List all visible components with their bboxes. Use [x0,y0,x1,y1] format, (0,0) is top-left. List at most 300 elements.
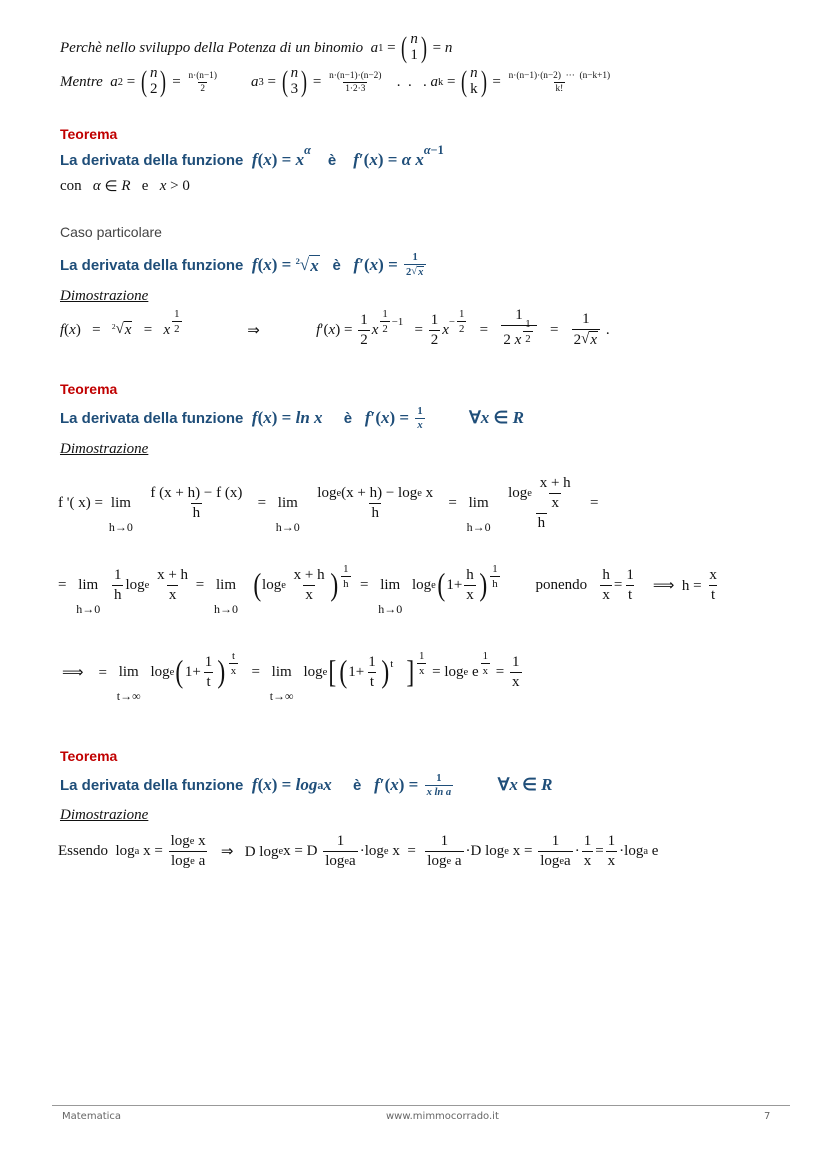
math-text: ⇒ D log [209,843,279,860]
fraction [425,773,454,798]
superscript [170,308,183,335]
subscript: e [431,579,436,591]
math-text: log [125,576,145,593]
denominator [510,672,522,691]
fraction [155,567,190,604]
fraction [366,654,378,691]
math-text: 1 [582,311,590,327]
numerator [315,485,435,503]
math-text: x + h [293,566,325,583]
math-text: ( [257,150,264,169]
math-text: t [390,657,394,670]
subscript: e [278,845,284,857]
math-text: ′( [370,408,381,427]
math-text: 1 [174,308,180,321]
numerator [624,567,636,585]
left-paren-icon: ( [461,65,468,98]
root-expression [112,321,133,339]
denominator [457,321,466,335]
math-text: 1 [583,832,592,849]
proof-label: Dimostrazione [60,806,149,823]
math-text: ⟹ h = [637,577,706,594]
proof-equation [58,832,659,869]
fraction [323,833,358,870]
math-variable: x [514,331,522,348]
math-text: 1 [360,311,368,328]
binomial-coefficient [139,66,169,98]
numerator [155,567,190,585]
proof-equation [60,306,610,348]
math-text: x [482,665,489,678]
fraction [510,654,522,691]
heading-text: La derivata della funzione [60,151,244,169]
math-text: log [508,484,528,501]
math-text: = [309,73,326,90]
math-variable: x [369,255,379,274]
math-text: x = [388,842,424,859]
numerator [507,71,613,82]
denominator [549,493,561,512]
subscript: e [336,487,342,499]
math-text [139,495,147,512]
math-text [323,408,344,428]
footer-website[interactable]: www.mimmocorrado.it [386,1111,499,1122]
math-text [393,664,404,681]
math-text: = [403,321,427,338]
math-text: ponendo [501,576,599,593]
math-variable: x [263,408,272,427]
math-text: 1 [368,653,376,670]
math-text: n·(n−1)·(n−2) ··· (n−k+1) [508,70,611,81]
math-text: x [305,586,313,603]
math-text [243,150,252,170]
binomial-bottom: 1 [410,47,418,63]
math-variable: x [369,150,378,169]
subscript: e [322,666,328,678]
math-text: e [648,842,659,859]
math-text: n·(n−1) [188,70,217,81]
math-text: log [427,852,447,869]
math-text: 1 [430,311,439,328]
math-variable: Perchè nello sviluppo della Potenza di un binomio [60,39,371,56]
math-text: ∀ [426,408,481,427]
denominator [380,321,389,335]
proof-equation-3 [62,650,524,703]
math-text: ∀ [455,775,510,794]
math-text: x [194,832,206,849]
limit-operator: lim [380,576,401,593]
denominator [341,576,350,590]
heading-text: La derivata della funzione [60,409,244,427]
binomial-coefficient [399,32,429,64]
limit-operator: lim [118,663,139,680]
fraction [380,308,389,335]
subscript: e [383,845,389,857]
denominator [172,321,181,335]
math-text: 1 [204,653,213,670]
denominator [415,418,424,431]
math-text: ) = [271,408,296,427]
numerator [230,650,237,663]
heading-text: La derivata della funzione [60,776,244,794]
math-text: 2 [360,331,368,348]
denominator [490,576,499,590]
denominator [358,330,370,349]
superscript [449,308,469,335]
fraction [600,567,612,604]
math-variable: f [251,255,258,274]
fraction [425,833,463,870]
denominator [538,851,573,870]
denominator [191,503,203,522]
numerator [341,563,350,576]
superscript [339,563,352,590]
numerator [148,485,244,503]
limit-operator: lim [216,576,237,593]
math-text [532,485,536,502]
denominator [600,585,612,604]
math-variable: f [316,321,321,338]
denominator [554,82,566,94]
special-case-heading [60,253,428,277]
math-variable: R [512,408,524,427]
numerator [434,773,443,785]
math-text: log [317,484,337,501]
math-text [352,408,365,428]
limit-subscript: h→0 [378,601,403,616]
math-text: 1 [343,563,349,576]
numerator [335,833,347,851]
math-text [311,150,328,170]
limit-operator: lim [78,576,99,593]
fraction [464,567,476,604]
math-text: 2 [406,266,412,278]
large-delimiter: ] [405,654,414,690]
limit-subscript: h→0 [76,601,101,616]
subscript: a [643,845,649,857]
math-text: t [369,673,375,690]
subscript: e [144,579,150,591]
right-paren-icon: ) [420,31,427,64]
math-text: ) = [398,775,423,794]
math-text: 1 [525,318,531,331]
theorem-label: Teorema [60,381,118,397]
math-text: 1 [382,308,388,321]
math-text: · [574,842,580,859]
math-text: ′( [379,775,391,794]
numerator [580,311,592,329]
proof-equation-1 [58,474,599,534]
superscript [424,143,444,158]
numerator [606,833,618,851]
numerator [550,833,562,851]
subscript: e [527,487,532,499]
fraction [172,308,181,335]
math-text: n·(n−1)·(n−2) [329,70,382,81]
math-text: log [299,663,323,680]
denominator [112,585,124,604]
math-text: 1 [436,772,442,784]
denominator [709,585,717,604]
math-variable: a [430,73,438,90]
math-text: 1 [459,308,465,321]
root-index: 2 [295,255,300,266]
math-text: ) = [75,321,112,338]
binomial-top: n [470,65,478,82]
binomial-bottom: 3 [290,81,299,97]
math-text: k! [555,83,564,94]
radicand: x [418,267,424,278]
math-text: e [130,177,160,194]
math-text: x [168,586,177,603]
limit [72,576,104,616]
math-text: 2 [525,333,531,346]
math-text: a [194,852,206,869]
denominator [425,851,463,870]
radical-sign-icon: √ [299,254,310,274]
math-text: log [540,852,560,869]
denominator [464,585,476,604]
fraction [203,654,215,691]
math-text: ) = [271,150,296,169]
page-number: 7 [764,1111,771,1122]
subscript: e [463,666,469,678]
subscript: e [189,835,195,847]
math-text: = [192,576,209,593]
math-text: 1 [440,832,449,849]
denominator [501,318,536,354]
math-text: log [146,663,170,680]
math-text: con [60,177,93,194]
binomial-stack [409,32,419,64]
math-text: 1 [336,832,345,849]
math-text: 1 [492,563,498,576]
denominator [204,672,212,691]
math-text [221,74,251,91]
math-variable: f [353,255,360,274]
math-text: h [537,514,546,531]
math-text [320,255,333,275]
large-delimiter: ( [175,654,184,690]
math-text: ′( [320,321,329,338]
math-text: t [232,650,235,663]
denominator [626,585,634,604]
limit-subscript: t→∞ [116,688,141,703]
math-text: = [538,321,570,338]
math-text: . . . [385,73,431,90]
binomial-top: n [290,65,299,82]
fraction [457,308,466,335]
math-variable: a [250,73,259,90]
math-text: 1 [417,405,423,417]
math-text: = [468,321,500,338]
math-text: ′( [358,150,370,169]
math-text: 2 [503,331,515,348]
superscript [488,563,501,590]
math-variable: x [371,321,379,338]
fraction [429,312,441,349]
limit-subscript: h→0 [214,601,239,616]
large-delimiter: ) [329,567,338,603]
denominator [481,663,490,677]
numerator [506,475,577,513]
math-variable: x [263,775,272,794]
fraction [624,567,636,604]
denominator [404,264,426,278]
numerator [707,567,719,585]
math-text: = [246,494,270,511]
fraction [582,833,594,870]
fraction [490,563,499,590]
math-text: ( [257,408,264,427]
math-variable: f [374,775,380,794]
math-variable: x [390,775,399,794]
limit-subscript: h→0 [275,519,300,534]
math-text: 1 [419,650,425,663]
math-text: −1 [430,143,444,158]
subscript: e [169,666,175,678]
math-text: − [448,315,455,328]
subscript: e [504,845,509,857]
limit-operator: lim [271,663,292,680]
math-text: e [468,663,479,680]
math-variable: x [381,408,390,427]
math-text: h [343,578,349,591]
numerator [415,406,424,418]
binomial-stack [469,66,479,98]
math-text: = [240,663,264,680]
heading-text: è [343,409,353,427]
large-delimiter: ) [479,567,487,603]
math-text: 1 [515,306,523,323]
math-text: ·log [619,842,644,859]
math-text: h [602,566,610,583]
numerator [538,475,573,493]
fraction [112,567,124,604]
math-text: log [170,832,190,849]
math-text: = log [428,663,464,680]
math-text: ) = [271,775,296,794]
math-text: x [551,494,559,511]
theorem-label: Teorema [60,126,118,142]
fraction [404,252,426,278]
math-text: x [230,665,237,678]
root-expression [581,331,598,349]
math-text: 2 [573,331,582,348]
math-text: ) = [389,408,414,427]
fraction [315,485,435,522]
limit [105,494,137,534]
root-index: 2 [111,322,116,331]
denominator [417,663,426,677]
binomial-stack [290,66,300,98]
numerator [582,833,594,851]
denominator [582,851,594,870]
left-paren-icon: ( [401,31,408,64]
limit [210,576,242,616]
fraction [523,318,532,345]
fraction [572,311,600,349]
denominator [368,672,376,691]
denominator [523,331,532,345]
math-text: ( [64,321,70,338]
subscript: e [281,579,286,591]
binomial-bottom: 2 [149,81,158,97]
math-text [361,775,374,795]
right-paren-icon: ) [160,65,167,98]
math-text: ) = [271,255,296,274]
numerator [417,650,426,663]
fraction [506,475,577,532]
numerator [172,308,181,321]
denominator [167,585,179,604]
math-text: 1 [482,650,489,663]
theorem-heading [60,143,444,172]
math-variable: log [295,775,318,794]
fraction [292,567,327,604]
limit [113,663,145,703]
math-text: ∈ [100,178,122,195]
numerator [112,567,124,585]
radicand: x [124,322,132,338]
math-variable: f [251,775,258,794]
math-text: = [613,576,623,593]
numerator [490,563,499,576]
math-variable: x [323,775,332,794]
superscript [521,318,534,345]
math-text: 1·2·3 [345,83,366,94]
numerator [169,833,208,851]
math-variable: R [121,177,131,194]
math-text [243,255,252,275]
denominator [369,503,381,522]
math-text: a [349,852,356,869]
limit [463,494,495,534]
math-text: = [263,73,280,90]
radical-sign-icon: √ [115,321,124,337]
math-variable: x [159,177,167,194]
numerator [523,318,532,331]
superscript [227,650,240,677]
fraction [501,307,536,354]
math-text: h [466,566,474,583]
math-variable: α [304,143,311,158]
math-text: = [492,663,509,680]
math-text: x [709,566,717,583]
denominator [323,851,358,870]
math-text: ) = [378,255,403,274]
fraction [229,650,238,677]
math-text: ) = [377,150,402,169]
large-delimiter: ( [437,567,446,603]
numerator [600,567,612,585]
intro-line-1 [60,31,453,64]
math-text [243,775,252,795]
limit-operator: lim [110,494,131,511]
left-paren-icon: ( [140,65,147,98]
math-text: = [58,576,71,593]
denominator [425,785,454,798]
math-text: 2 [382,323,388,336]
math-text: 2 [174,323,180,336]
binomial-stack [149,66,159,98]
theorem-condition [60,174,190,198]
math-variable: ln x [295,408,323,427]
math-text: 2 [459,323,465,336]
math-variable: α [92,177,101,194]
math-text: log [408,576,432,593]
math-text: ·D log [465,842,505,859]
